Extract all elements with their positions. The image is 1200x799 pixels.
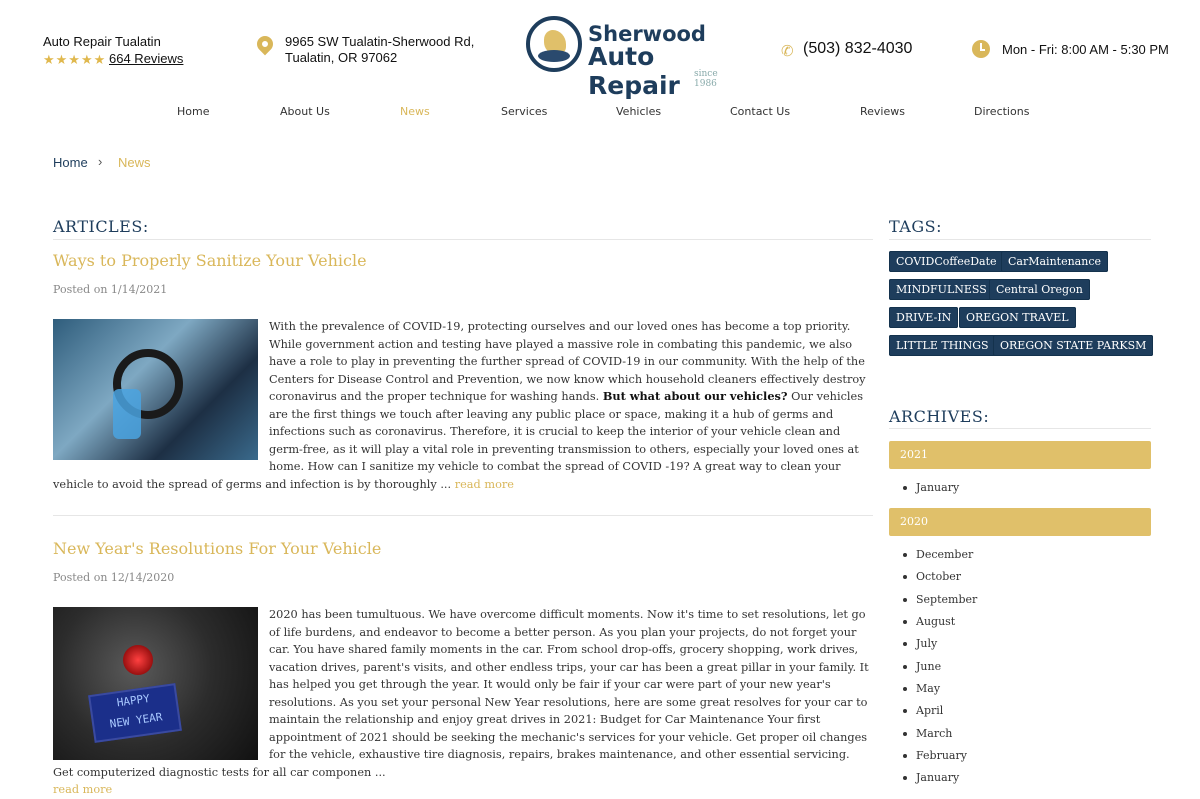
divider (53, 515, 873, 516)
month-label: July (916, 637, 938, 650)
month-label: June (916, 660, 942, 673)
image-text-line-2: NEW YEAR (108, 710, 164, 731)
tag-mindfulness[interactable]: MINDFULNESS (889, 279, 994, 300)
logo-since: since 1986 (694, 69, 718, 89)
bullet-icon (903, 553, 907, 557)
month-label: August (916, 615, 956, 628)
business-hours: Mon - Fri: 8:00 AM - 5:30 PM (1002, 42, 1169, 57)
tag-central-oregon[interactable]: Central Oregon (989, 279, 1090, 300)
business-name: Auto Repair Tualatin (43, 34, 161, 49)
articles-heading: ARTICLES: (53, 217, 149, 236)
excerpt-bold: But what about our vehicles? (602, 389, 788, 403)
bullet-icon (903, 486, 907, 490)
reviews-link[interactable]: 664 Reviews (109, 51, 184, 66)
logo-mascot-icon (526, 16, 582, 72)
nav-services[interactable]: Services (501, 105, 548, 118)
tag-oregon-state-parks[interactable]: OREGON STATE PARKSM (993, 335, 1153, 356)
tag-drive-in[interactable]: DRIVE-IN (889, 307, 958, 328)
month-label: September (916, 593, 978, 606)
archive-year-2020[interactable]: 2020 (889, 508, 1151, 536)
bullet-icon (903, 598, 907, 602)
article-excerpt (53, 318, 873, 493)
bullet-icon (903, 620, 907, 624)
nav-home[interactable]: Home (177, 105, 210, 118)
archive-month[interactable] (903, 593, 977, 606)
divider (889, 239, 1151, 240)
nav-news[interactable]: News (400, 105, 430, 118)
nav-directions[interactable]: Directions (974, 105, 1030, 118)
archive-month[interactable] (903, 749, 967, 762)
article-title[interactable]: Ways to Properly Sanitize Your Vehicle (53, 251, 367, 270)
month-label: January (916, 771, 960, 784)
chevron-right-icon: › (98, 154, 103, 169)
archive-month[interactable] (903, 570, 961, 583)
bullet-icon (903, 754, 907, 758)
read-more-link[interactable]: read more (454, 477, 514, 491)
bullet-icon (903, 732, 907, 736)
logo-text-sherwood: Sherwood (588, 22, 706, 46)
archive-month[interactable] (903, 548, 973, 561)
tag-carmaintenance[interactable]: CarMaintenance (1001, 251, 1108, 272)
archive-month[interactable] (903, 704, 943, 717)
tag-covidcoffeedate[interactable]: COVIDCoffeeDate (889, 251, 1004, 272)
month-label: January (916, 481, 960, 494)
month-label: May (916, 682, 941, 695)
archive-month[interactable] (903, 682, 940, 695)
divider (53, 239, 873, 240)
bullet-icon (903, 665, 907, 669)
archive-month[interactable] (903, 727, 952, 740)
article-date: Posted on 12/14/2020 (53, 571, 175, 584)
excerpt-text-cont: Our vehicles are the first things we touch after leaving any public place or space, making it a hub of germs and infections such as coronavirus. Therefore, it is crucial to keep the interior of your vehicle clean and germ-free, as it will play a vital role in preventing transmission to others, especially your loved ones at home. How can I sanitize my vehicle to combat the spread of COVID -19? A great way to clean your vehicle to avoid the spread of germs and infection is by thoroughly ... (53, 390, 863, 491)
image-spacer (53, 606, 269, 762)
breadcrumb-current: News (118, 155, 151, 170)
nav-about-us[interactable]: About Us (280, 105, 330, 118)
bullet-icon (903, 642, 907, 646)
article-date: Posted on 1/14/2021 (53, 283, 168, 296)
rating-stars-icon: ★★★★★ (43, 52, 107, 67)
archive-month[interactable] (903, 615, 955, 628)
month-label: February (916, 749, 967, 762)
image-spacer (53, 318, 269, 468)
bullet-icon (903, 687, 907, 691)
archive-month[interactable] (903, 481, 959, 494)
location-pin-icon (254, 33, 277, 56)
bullet-icon (903, 575, 907, 579)
divider (889, 428, 1151, 429)
month-label: April (916, 704, 944, 717)
archive-month[interactable] (903, 637, 937, 650)
month-label: March (916, 727, 953, 740)
address[interactable] (285, 34, 474, 66)
address-line-2: Tualatin, OR 97062 (285, 50, 398, 65)
nav-contact-us[interactable]: Contact Us (730, 105, 791, 118)
image-text-line-1: HAPPY (115, 691, 151, 710)
site-logo[interactable] (526, 16, 736, 100)
article-title[interactable]: New Year's Resolutions For Your Vehicle (53, 539, 382, 558)
tags-heading: TAGS: (889, 217, 942, 236)
clock-icon (972, 40, 990, 58)
breadcrumb-home[interactable]: Home (53, 155, 88, 170)
nav-reviews[interactable]: Reviews (860, 105, 905, 118)
address-line-1: 9965 SW Tualatin-Sherwood Rd, (285, 34, 475, 49)
logo-text-auto-repair: Auto Repair (588, 42, 680, 100)
read-more-link[interactable]: read more (53, 783, 113, 796)
month-label: December (916, 548, 974, 561)
archives-heading: ARCHIVES: (889, 407, 990, 426)
phone-icon: ✆ (781, 43, 794, 60)
nav-vehicles[interactable]: Vehicles (616, 105, 662, 118)
excerpt-text: 2020 has been tumultuous. We have overcome difficult moments. Now it's time to set resolutions, let go of life burdens, and endeavor to become a better person. As you plan your projects, do not forget your car. You have shared family moments in the car. From school drop-offs, grocery shopping, work drives, vacation drives, parent's visits, and other endless trips, your car has been a great pillar in your family. It has helped you get through the year. It would only be fair if your car were part of your new year's resolutions. As you set your personal New Year resolutions, here are some great resolves for your car to maintain the relationship and enjoy great drives in 2021: Budget for Car Maintenance Your first appointment of 2021 should be seeking the mechanic's services for your vehicle. Get proper oil changes for the vehicle, exhaustive tire diagnosis, repairs, brakes maintenance, and other essential servicing. Get computerized diagnostic tests for all car componen ... (53, 608, 869, 779)
tag-little-things[interactable]: LITTLE THINGS (889, 335, 996, 356)
archive-month[interactable] (903, 771, 959, 784)
tag-oregon-travel[interactable]: OREGON TRAVEL (959, 307, 1076, 328)
excerpt-text: With the prevalence of COVID-19, protecting ourselves and our loved ones has become a top priority. While government action and testing have played a massive role in combating this pandemic, we also have a role to play in preventing the further spread of COVID-19 in our community. With the help of the Centers for Disease Control and Prevention, we now know which household cleaners effectively destroy coronavirus and the proper technique for washing hands. (269, 320, 866, 403)
archive-month[interactable] (903, 660, 941, 673)
month-label: October (916, 570, 962, 583)
bullet-icon (903, 709, 907, 713)
archive-year-2021[interactable]: 2021 (889, 441, 1151, 469)
bullet-icon (903, 776, 907, 780)
phone-link[interactable]: (503) 832-4030 (803, 40, 913, 57)
article-excerpt (53, 606, 873, 799)
